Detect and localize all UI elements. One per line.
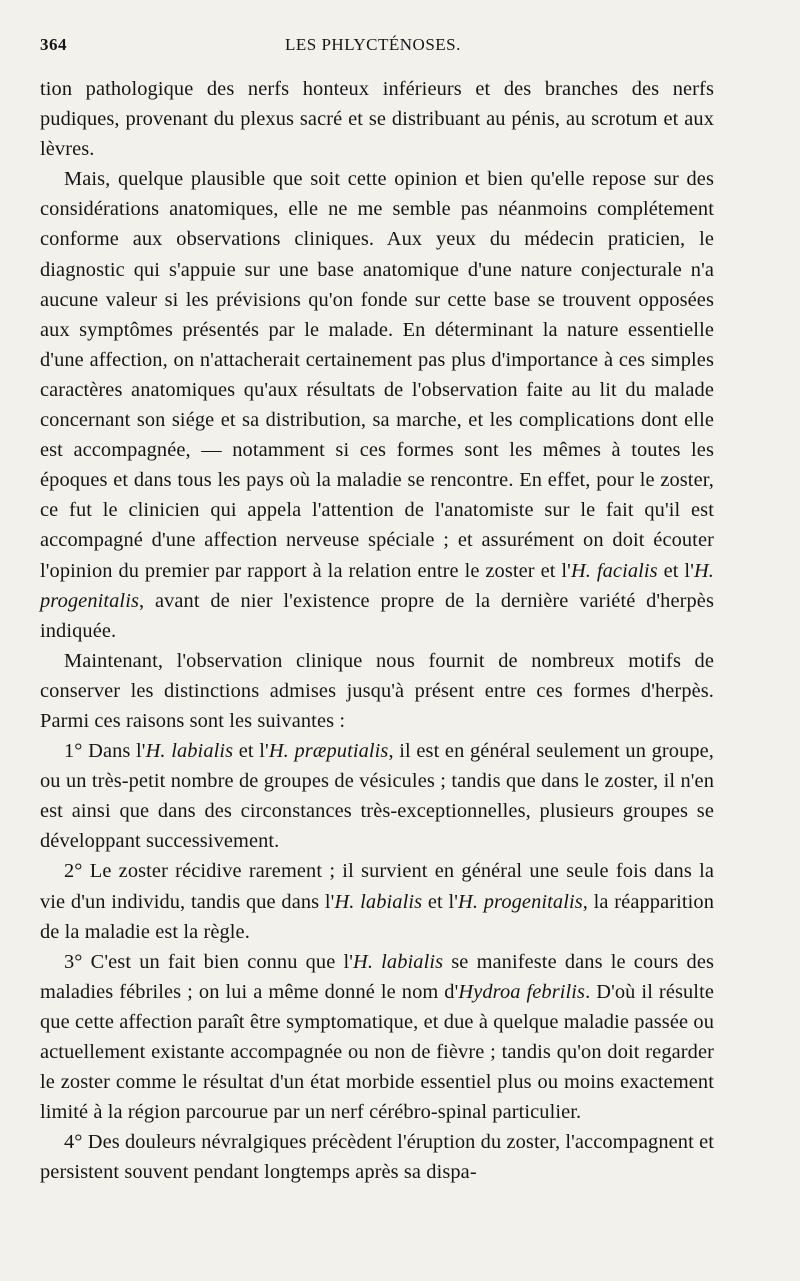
italic-term: H. labialis [353, 950, 444, 973]
text-run: et l' [657, 559, 694, 582]
text-run: , avant de nier l'existence propre de la dernière variété d'herpès indiquée. [40, 589, 714, 642]
text-run: 4° Des douleurs névralgiques précèdent l'éruption du zoster, l'accompagnent et persistent souvent pendant longtemps après sa dispa- [40, 1131, 714, 1184]
text-run: , la réapparition de la maladie est la règle. [40, 890, 714, 943]
text-run: Maintenant, l'observation clinique nous fournit de nombreux motifs de conserver les distinctions admises jusqu'à présent entre ces formes d'herpès. Parmi ces raisons sont les suivantes : [40, 649, 714, 732]
text-run: tion pathologique des nerfs honteux inférieurs et des branches des nerfs pudiques, provenant du plexus sacré et se distribuant au pénis, au scrotum et aux lèvres. [40, 78, 714, 161]
text-run: . D'où il résulte que cette affection paraît être symptomatique, et due à quelque maladie passée ou actuellement existante accompagnée ou non de fièvre ; tandis qu'on doit regarder le zoster comme le résultat d'un état morbide essentiel plus ou moins exactement limité à la région parcourue par un nerf cérébro-spinal particulier. [40, 980, 714, 1124]
text-run: et l' [233, 740, 269, 763]
paragraph [40, 74, 714, 164]
text-run: 1° Dans l' [64, 740, 146, 763]
paragraph [40, 1127, 714, 1187]
italic-term: H. labialis [334, 890, 423, 913]
text-run: 2° Le zoster récidive rarement ; il survient en général une seule fois dans la vie d'un individu, tandis que dans l' [40, 860, 714, 913]
italic-term: H. progenitalis [458, 890, 583, 913]
italic-term: H. labialis [145, 740, 234, 763]
paragraph [40, 736, 714, 856]
paragraph [40, 164, 714, 646]
page-body [40, 74, 714, 1187]
paragraph [40, 856, 714, 946]
text-run: et l' [422, 890, 459, 913]
italic-term: H. progenitalis [40, 559, 714, 612]
running-title: LES PHLYCTÉNOSES. [285, 35, 461, 54]
italic-term: H. facialis [570, 559, 658, 582]
text-run: Mais, quelque plausible que soit cette opinion et bien qu'elle repose sur des considérations anatomiques, elle ne me semble pas néanmoins complétement conforme aux observations cliniques. Aux yeux du médecin praticien, le diagnostic qui s'appuie sur une base anatomique d'une nature conjecturale n'a aucune valeur si les prévisions qu'on fonde sur cette base se trouvent opposées aux symptômes présentés par le malade. En déterminant la nature essentielle d'une affection, on n'attacherait certainement pas plus d'importance à ces simples caractères anatomiques qu'aux résultats de l'observation faite au lit du malade concernant son siége et sa distribution, sa marche, et les complications dont elle est accompagnée, — notamment si ces formes sont les mêmes à toutes les époques et dans tous les pays où la maladie se rencontre. En effet, pour le zoster, ce fut le clinicien qui appela l'attention de l'anatomiste sur le fait qu'il est accompagné d'une affection nerveuse spéciale ; et assurément on doit écouter l'opinion du premier par rapport à la relation entre le zoster et l' [40, 168, 714, 582]
italic-term: H. præputialis [268, 740, 389, 763]
page-number: 364 [40, 35, 67, 54]
italic-term: Hydroa febrilis [458, 980, 586, 1003]
paragraph [40, 947, 714, 1128]
paragraph [40, 646, 714, 736]
running-header [40, 24, 714, 58]
text-run: se manifeste dans le cours des maladies fébriles ; on lui a même donné le nom d' [40, 950, 715, 1003]
text-run: , il est en général seulement un groupe, ou un très-petit nombre de groupes de vésicules ; tandis que dans le zoster, il n'en est ainsi que dans des circonstances très-exceptionnelles, plusieurs groupes se développant successivement. [40, 740, 715, 853]
text-run: 3° C'est un fait bien connu que l' [64, 950, 354, 973]
